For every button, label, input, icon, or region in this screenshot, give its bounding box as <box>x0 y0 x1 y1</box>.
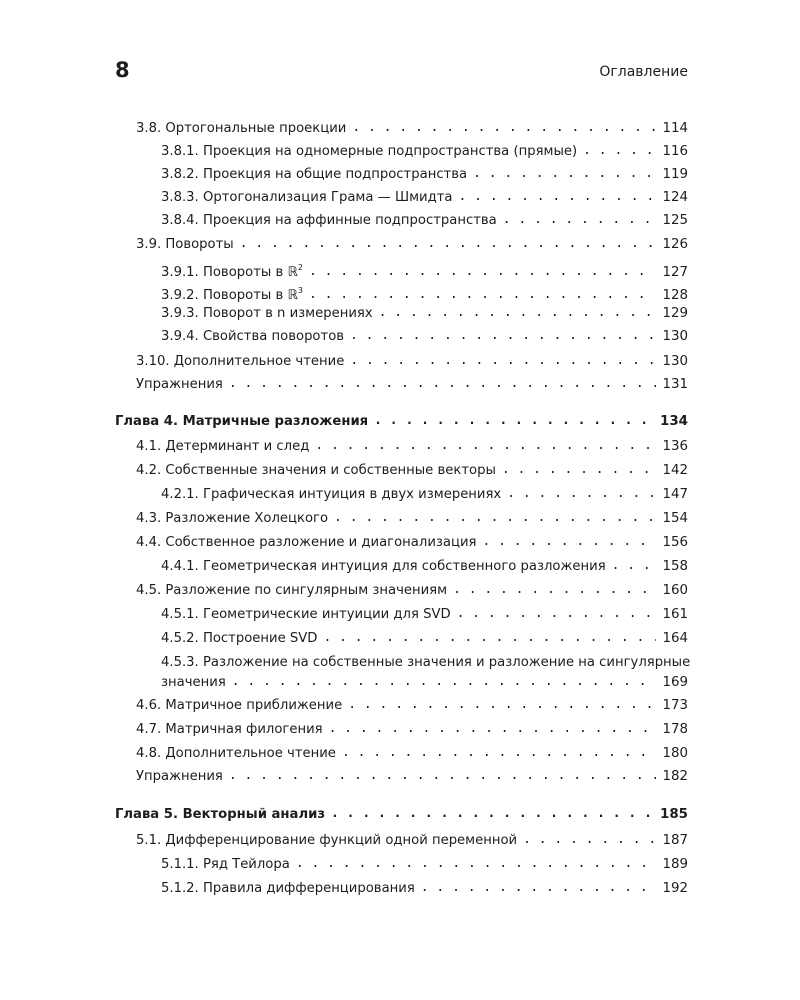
toc-entry-title: Глава 5. Векторный анализ <box>115 807 326 822</box>
toc-entry-title: 3.10. Дополнительное чтение <box>136 354 345 369</box>
toc-entry[interactable] <box>136 721 688 738</box>
toc-entry-page: 189 <box>662 857 688 872</box>
toc-entry[interactable] <box>136 534 688 551</box>
toc-entry-title: Глава 4. Матричные разложения <box>115 414 369 429</box>
toc-entry[interactable] <box>161 212 688 229</box>
toc-entry-title-line2: значения <box>161 675 226 690</box>
leader-dots <box>482 533 656 550</box>
toc-entry-title: 4.7. Матричная филогения <box>136 722 323 737</box>
toc-entry-title: 3.8.3. Ортогонализация Грама — Шмидта <box>161 190 453 205</box>
leader-dots <box>457 605 656 622</box>
toc-entry[interactable] <box>161 328 688 345</box>
leader-dots <box>421 879 656 896</box>
toc-entry[interactable] <box>161 856 688 873</box>
toc-entry-title: 5.1. Дифференцирование функций одной переменной <box>136 833 518 848</box>
leader-dots <box>379 304 656 321</box>
toc-entry-title: 3.8. Ортогональные проекции <box>136 121 347 136</box>
toc-entry-page: 164 <box>662 631 688 646</box>
toc-entry-title: 4.1. Детерминант и след <box>136 439 310 454</box>
toc-entry-page: 147 <box>662 487 688 502</box>
leader-dots <box>523 831 656 848</box>
toc-entry-page: 116 <box>662 144 688 159</box>
toc-entry[interactable] <box>161 606 688 623</box>
leader-dots <box>232 673 656 690</box>
toc-entry-page: 126 <box>662 237 688 252</box>
leader-dots <box>583 142 656 159</box>
leader-dots <box>309 263 656 280</box>
toc-entry[interactable] <box>161 880 688 897</box>
toc-entry-page: 114 <box>662 121 688 136</box>
leader-dots <box>503 211 656 228</box>
toc-entry-title: Упражнения <box>136 377 223 392</box>
toc-entry-page: 130 <box>662 354 688 369</box>
toc-entry-page: 129 <box>662 306 688 321</box>
toc-entry[interactable] <box>161 305 688 322</box>
toc-entry-title: 3.9.1. Повороты в ℝ$^2$ <box>161 263 303 280</box>
leader-dots <box>240 235 656 252</box>
leader-dots <box>612 557 656 574</box>
leader-dots <box>473 165 656 182</box>
superscript: 3 <box>297 286 303 295</box>
toc-entry[interactable] <box>161 143 688 160</box>
toc-entry-page: 130 <box>662 329 688 344</box>
toc-entry-title: 5.1.1. Ряд Тейлора <box>161 857 290 872</box>
leader-dots <box>507 485 656 502</box>
toc-entry[interactable] <box>136 120 688 137</box>
toc-entry-title: 3.9.2. Повороты в ℝ$^3$ <box>161 286 303 303</box>
toc-entry-title: 4.6. Матричное приближение <box>136 698 343 713</box>
leader-dots <box>374 412 654 429</box>
toc-entry[interactable] <box>136 582 688 599</box>
toc-entry-page: 136 <box>662 439 688 454</box>
superscript: 2 <box>297 263 303 272</box>
toc-entry-page: 192 <box>662 881 688 896</box>
toc-entry-page: 161 <box>662 607 688 622</box>
toc-entry-page: 180 <box>662 746 688 761</box>
leader-dots <box>323 629 656 646</box>
leader-dots <box>296 855 656 872</box>
toc-entry-title: 4.5.1. Геометрические интуиции для SVD <box>161 607 451 622</box>
toc-entry-page: 131 <box>662 377 688 392</box>
toc-entry[interactable] <box>136 462 688 479</box>
toc-entry-title: 3.8.4. Проекция на аффинные подпространства <box>161 213 497 228</box>
leader-dots <box>350 352 656 369</box>
leader-dots <box>352 119 656 136</box>
leader-dots <box>331 805 654 822</box>
toc-chapter-entry[interactable] <box>115 413 688 430</box>
toc-entry-title: 5.1.2. Правила дифференцирования <box>161 881 415 896</box>
toc-entry[interactable] <box>161 630 688 647</box>
leader-dots <box>315 437 656 454</box>
toc-entry-page: 173 <box>662 698 688 713</box>
toc-entry-title: 3.8.2. Проекция на общие подпространства <box>161 167 468 182</box>
leader-dots <box>348 696 656 713</box>
toc-chapter-entry[interactable] <box>115 806 688 823</box>
toc-entry-title: Упражнения <box>136 769 223 784</box>
toc-entry-page: 134 <box>660 414 688 429</box>
toc-entry-page: 169 <box>662 675 688 690</box>
leader-dots <box>459 188 656 205</box>
toc-entry-title: 4.5.2. Построение SVD <box>161 631 318 646</box>
toc-entry[interactable] <box>136 510 688 527</box>
leader-dots <box>329 720 656 737</box>
toc-entry-page: 124 <box>662 190 688 205</box>
toc-entry-title-line1[interactable]: 4.5.3. Разложение на собственные значения и разложение на сингулярные <box>161 655 691 670</box>
toc-entry-page: 142 <box>662 463 688 478</box>
toc-entry-page: 158 <box>662 559 688 574</box>
toc-entry-page: 119 <box>662 167 688 182</box>
running-header-title: Оглавление <box>599 64 688 80</box>
toc-entry-page: 185 <box>660 807 688 822</box>
toc-entry[interactable] <box>136 236 688 253</box>
toc-entry[interactable] <box>136 353 688 370</box>
toc-entry[interactable] <box>161 558 688 575</box>
toc-entry[interactable] <box>161 189 688 206</box>
toc-entry[interactable] <box>161 486 688 503</box>
toc-entry-title: 4.4. Собственное разложение и диагонализация <box>136 535 477 550</box>
toc-entry-page: 187 <box>662 833 688 848</box>
toc-entry[interactable] <box>161 259 688 281</box>
toc-entry-page: 128 <box>662 288 688 303</box>
leader-dots <box>334 509 656 526</box>
leader-dots <box>453 581 656 598</box>
toc-entry-page: 178 <box>662 722 688 737</box>
toc-entry[interactable] <box>136 768 688 785</box>
leader-dots <box>229 767 656 784</box>
toc-entry[interactable] <box>136 376 688 393</box>
toc-entry[interactable] <box>136 832 688 849</box>
leader-dots <box>309 286 656 303</box>
toc-entry[interactable] <box>161 166 688 183</box>
toc-entry[interactable] <box>136 697 688 714</box>
leader-dots <box>502 461 656 478</box>
leader-dots <box>229 375 656 392</box>
toc-entry-page: 182 <box>662 769 688 784</box>
toc-entry-title: 4.8. Дополнительное чтение <box>136 746 336 761</box>
toc-entry-title: 4.2. Собственные значения и собственные векторы <box>136 463 496 478</box>
toc-entry[interactable] <box>136 438 688 455</box>
toc-entry-page: 125 <box>662 213 688 228</box>
toc-entry-page: 127 <box>662 265 688 280</box>
toc-entry-page: 156 <box>662 535 688 550</box>
toc-entry-title: 4.4.1. Геометрическая интуиция для собственного разложения <box>161 559 606 574</box>
leader-dots <box>350 327 656 344</box>
toc-entry[interactable] <box>161 674 688 691</box>
page-number: 8 <box>115 58 130 82</box>
toc-entry-title: 4.5. Разложение по сингулярным значениям <box>136 583 448 598</box>
toc-entry-title: 3.8.1. Проекция на одномерные подпространства (прямые) <box>161 144 578 159</box>
toc-entry-title: 4.2.1. Графическая интуиция в двух измерениях <box>161 487 502 502</box>
toc-entry-page: 160 <box>662 583 688 598</box>
toc-entry[interactable] <box>161 282 688 304</box>
leader-dots <box>342 744 656 761</box>
toc-entry-page: 154 <box>662 511 688 526</box>
toc-entry[interactable] <box>136 745 688 762</box>
toc-entry-title: 3.9.4. Свойства поворотов <box>161 329 345 344</box>
toc-entry-title: 3.9. Повороты <box>136 237 234 252</box>
toc-entry-title: 4.3. Разложение Холецкого <box>136 511 329 526</box>
toc-entry-title: 3.9.3. Поворот в n измерениях <box>161 306 373 321</box>
